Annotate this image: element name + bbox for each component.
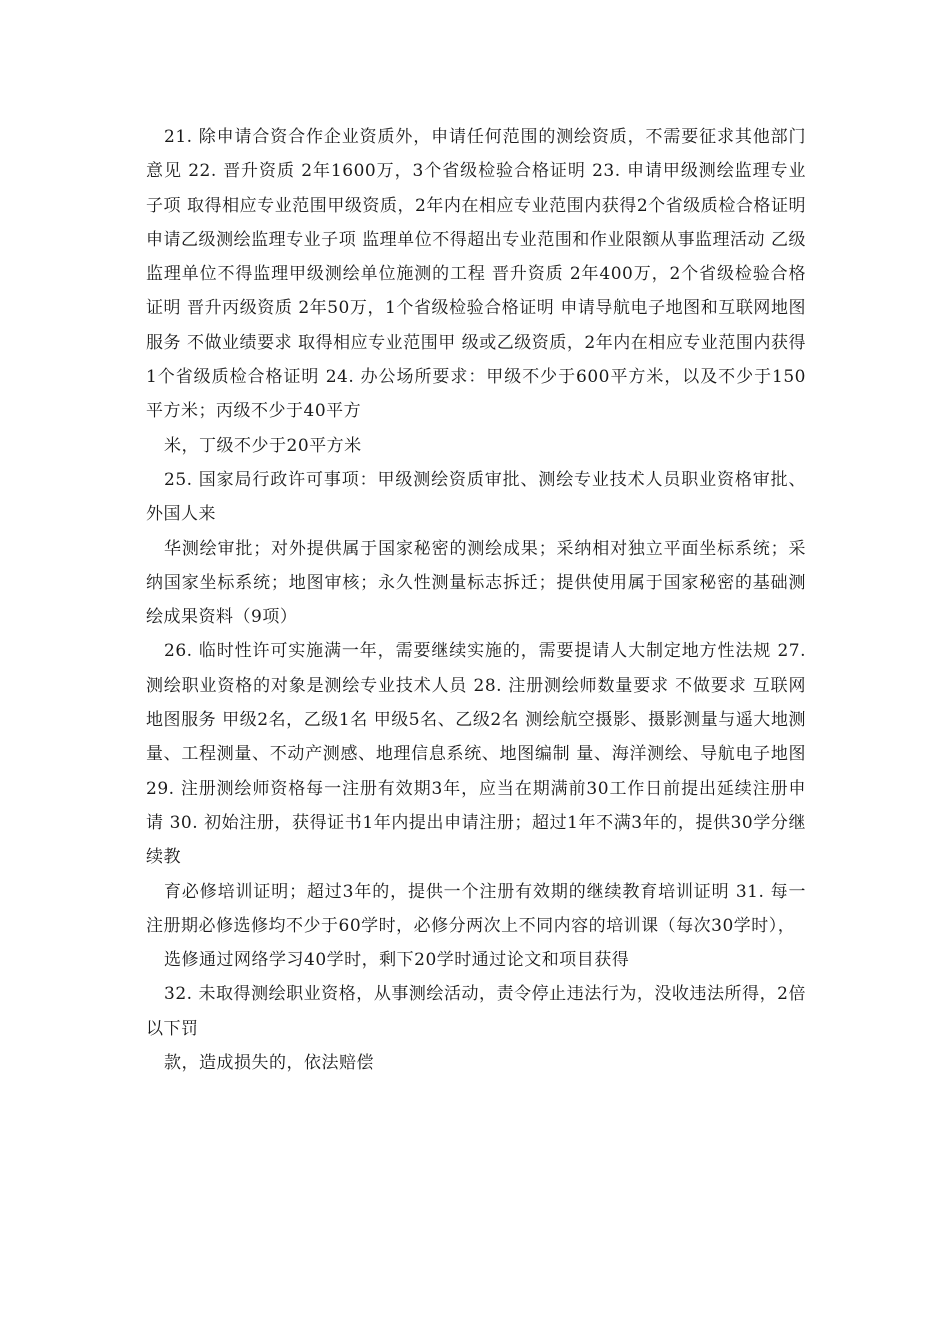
paragraph-32: 32. 未取得测绘职业资格，从事测绘活动，责令停止违法行为，没收违法所得，2倍以下罚 xyxy=(146,984,806,1039)
paragraph-25-continued: 华测绘审批；对外提供属于国家秘密的测绘成果；采纳相对独立平面坐标系统；采纳国家坐标系统；地图审核；永久性测量标志拆迁；提供使用属于国家秘密的基础测绘成果资料（9项） xyxy=(146,538,806,628)
paragraph-31-continued: 选修通过网络学习40学时，剩下20学时通过论文和项目获得 xyxy=(164,950,630,971)
paragraph-21-24: 21. 除申请合资合作企业资质外，申请任何范围的测绘资质，不需要征求其他部门意见 22. 晋升资质 2年1600万，3个省级检验合格证明 23. 申请甲级测绘监理专业子项 取得相应专业范围甲级资质，2年内在相应专业范围内获得2个省级质检合格证明 申请乙级测绘监理专业子项 监理单位不得超出专业范围和作业限额从事监理活动 乙级监理单位不得监理甲级测绘单位施测的工程 晋升资质 2年400万，2个省级检验合格证明 晋升丙级资质 2年50万，1个省级检验合格证明 申请导航电子地图和互联网地图服务 不做业绩要求 取得相应专业范围甲 级或乙级资质，2年内在相应专业范围内获得1个省级质检合格证明 24. 办公场所要求：甲级不少于600平方米，以及不少于150平方米；丙级不少于40平方 xyxy=(146,127,806,422)
paragraph-25: 25. 国家局行政许可事项：甲级测绘资质审批、测绘专业技术人员职业资格审批、外国人来 xyxy=(146,469,806,525)
paragraph-32-continued: 款，造成损失的，依法赔偿 xyxy=(164,1053,374,1074)
paragraph-24-continued: 米，丁级不少于20平方米 xyxy=(164,435,362,456)
document-body xyxy=(146,120,806,1080)
paragraph-30-31-continued: 育必修培训证明；超过3年的，提供一个注册有效期的继续教育培训证明 31. 每一注册期必修选修均不少于60学时，必修分两次上不同内容的培训课（每次30学时）， xyxy=(146,881,806,936)
paragraph-26-30: 26. 临时性许可实施满一年，需要继续实施的，需要提请人大制定地方性法规 27. 测绘职业资格的对象是测绘专业技术人员 28. 注册测绘师数量要求 不做要求 互联网地图服务 甲级2名，乙级1名 甲级5名、乙级2名 测绘航空摄影、摄影测量与遥大地测量、工程测量、不动产测感、地理信息系统、地图编制 量、海洋测绘、导航电子地图 29. 注册测绘师资格每一注册有效期3年，应当在期满前30工作日前提出延续注册申请 30. 初始注册，获得证书1年内提出申请注册；超过1年不满3年的，提供30学分继续教 xyxy=(146,641,806,868)
